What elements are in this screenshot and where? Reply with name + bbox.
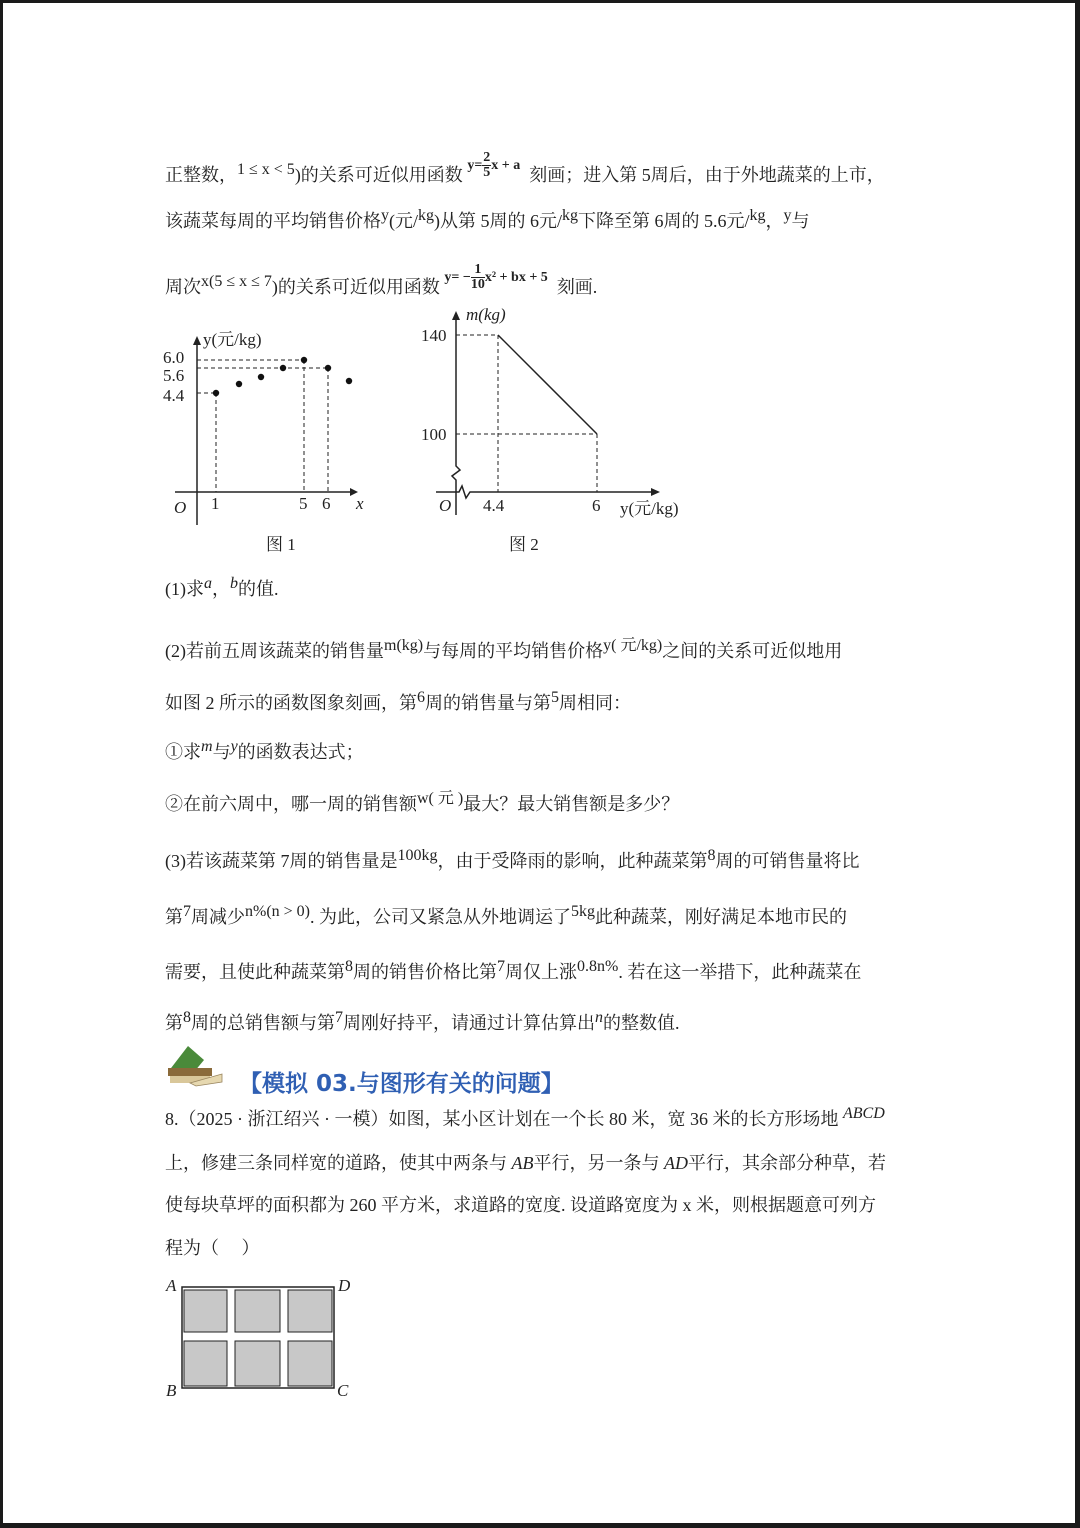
math: ABCD <box>843 1105 885 1122</box>
data-points <box>213 357 352 396</box>
question-8-line-4: 程为（ ） <box>165 1238 260 1258</box>
math: kg <box>562 207 578 224</box>
point-week-2 <box>236 381 242 387</box>
books-icon <box>168 1046 222 1086</box>
text: 与 <box>212 742 231 762</box>
text: 需要，且使此种蔬菜第 <box>165 962 345 982</box>
text: 周的销售价格比第 <box>353 962 497 982</box>
text: 下降至第 6周的 5.6元/ <box>578 211 750 231</box>
vertex-label-c: C <box>337 1381 349 1400</box>
text: 周仅上涨 <box>505 962 577 982</box>
condition-math: 1 ≤ x < 5 <box>237 161 295 178</box>
numerator: 2 <box>483 150 491 166</box>
vertex-label-b: B <box>166 1381 177 1400</box>
text: )从第 5周的 6元/ <box>434 211 562 231</box>
text: ， <box>765 211 784 231</box>
question-2-sub-2 <box>165 792 679 818</box>
text: 刻画. <box>556 277 598 297</box>
math: AD <box>664 1153 688 1173</box>
y-axis <box>452 316 460 515</box>
text: 此种蔬菜，刚好满足本地市民的 <box>595 907 848 927</box>
point-week-3 <box>258 374 264 380</box>
origin-label: O <box>174 498 187 517</box>
question-8-line-3: 使每块草坪的面积都为 260 平方米，求道路的宽度. 设道路宽度为 x 米，则根据题意可列方 <box>165 1195 876 1215</box>
text: 周的总销售额与第 <box>191 1013 335 1033</box>
x-tick: 1 <box>211 494 220 513</box>
y-tick: 140 <box>421 326 447 345</box>
text: )的关系可近似用函数 <box>271 277 440 297</box>
math: 5kg <box>571 903 596 920</box>
math: y <box>381 207 389 224</box>
x-axis-arrow-icon <box>651 488 660 496</box>
point-week-5 <box>301 357 307 363</box>
text: (2)若前五周该蔬菜的销售量 <box>165 641 384 661</box>
text: 周刚好持平，请通过计算估算出 <box>343 1013 595 1033</box>
denominator: 5 <box>483 165 491 181</box>
text: . 为此，公司又紧急从外地调运了 <box>310 907 572 927</box>
point-week-1 <box>213 390 219 396</box>
text: 的函数表达式； <box>237 742 364 762</box>
math: n <box>595 1009 603 1026</box>
text: 与每周的平均销售价格 <box>423 641 604 661</box>
text: 周相同： <box>559 693 631 713</box>
math: 8 <box>183 1009 191 1026</box>
y-tick: 6.0 <box>163 348 185 367</box>
figures <box>3 3 1075 1523</box>
math: 6 <box>417 689 425 706</box>
origin-label: O <box>439 496 452 515</box>
x-tick: 4.4 <box>483 496 505 515</box>
text: 的整数值. <box>603 1013 680 1033</box>
math: y <box>230 738 238 755</box>
point-week-6 <box>325 365 331 371</box>
text: (3)若该蔬菜第 7周的销售量是 <box>165 851 398 871</box>
text: 如图 2 所示的函数图象刻画，第 <box>165 693 417 713</box>
question-2-sub-1 <box>165 740 364 766</box>
text: 周次 <box>165 277 201 297</box>
text: 周的销售量与第 <box>425 693 551 713</box>
math: b <box>230 575 238 592</box>
vertex-label-a: A <box>166 1276 177 1295</box>
text: 的值. <box>238 579 279 599</box>
math: kg <box>749 207 766 224</box>
y-axis-label: m(kg) <box>466 305 506 324</box>
text: (元/ <box>389 211 418 231</box>
x-axis-label: x <box>356 494 364 513</box>
point-week-4 <box>280 365 286 371</box>
math: kg <box>418 207 434 224</box>
y-axis-label: y(元/kg) <box>203 330 262 349</box>
math: AB <box>511 1153 534 1173</box>
x-tick: 5 <box>299 494 308 513</box>
x-tick: 6 <box>592 496 601 515</box>
text: 之间的关系可近似地用 <box>662 641 843 661</box>
math: 0.8n% <box>577 958 619 975</box>
text: 与 <box>791 211 810 231</box>
text: 第 <box>165 1013 183 1033</box>
text: ①求 <box>165 742 201 762</box>
figure-2 <box>421 305 679 554</box>
text: 平行，另一条与 <box>533 1153 664 1173</box>
document-page <box>3 3 1075 1523</box>
text: (1)求 <box>165 579 204 599</box>
math: 7 <box>183 903 191 920</box>
text: 周的可销售量将比 <box>715 851 860 871</box>
point-week-7 <box>346 378 352 384</box>
function-line <box>498 335 597 434</box>
text: 平行，其余部分种草，若 <box>688 1153 886 1173</box>
math: m <box>201 738 213 755</box>
text: ②在前六周中，哪一周的销售额 <box>165 794 417 814</box>
math: m(kg) <box>384 637 424 654</box>
question-3-line-2 <box>165 905 847 931</box>
math: w( 元 ) <box>417 790 464 807</box>
math: 8 <box>345 958 353 975</box>
y-axis-arrow-icon <box>193 336 201 345</box>
figure-1 <box>163 330 364 554</box>
question-3-line-3 <box>165 960 861 986</box>
condition-math: (5 ≤ x ≤ 7 <box>209 273 272 290</box>
figure-caption: 图 2 <box>509 535 539 554</box>
question-3-line-1 <box>165 849 860 875</box>
math: y( 元/kg) <box>603 637 663 654</box>
vertex-label-d: D <box>338 1276 351 1295</box>
text: )的关系可近似用函数 <box>294 165 463 185</box>
y-tick: 100 <box>421 425 447 444</box>
y-tick: 4.4 <box>163 386 185 405</box>
question-3-line-4 <box>165 1011 680 1037</box>
math: x² + bx + 5 <box>484 270 548 285</box>
math: 7 <box>497 958 505 975</box>
math: x <box>201 273 209 290</box>
math: a <box>204 575 212 592</box>
y-axis-arrow-icon <box>452 311 460 320</box>
section-heading: 【模拟 03.与图形有关的问题】 <box>239 1071 564 1097</box>
text: 刻画；进入第 5周后，由于外地蔬菜的上市， <box>529 165 885 185</box>
text: ，由于受降雨的影响，此种蔬菜第 <box>437 851 708 871</box>
numerator: 1 <box>471 263 485 278</box>
denominator: 10 <box>470 277 485 293</box>
x-tick: 6 <box>322 494 331 513</box>
text: 8.（2025 · 浙江绍兴 · 一模）如图，某小区计划在一个长 80 米，宽 36 米的长方形场地 <box>165 1109 843 1129</box>
question-2-line-1 <box>165 639 842 665</box>
text: . 若在这一举措下，此种蔬菜在 <box>618 962 862 982</box>
x-axis-label: y(元/kg) <box>620 499 679 518</box>
rectangle-field-figure <box>165 1276 351 1400</box>
math: y= <box>467 158 483 173</box>
text: 第 <box>165 907 183 927</box>
y-tick: 5.6 <box>163 366 185 385</box>
text: 周减少 <box>191 907 245 927</box>
text: ， <box>212 579 230 599</box>
question-8-line-2 <box>165 1151 886 1175</box>
text: 该蔬菜每周的平均销售价格 <box>165 211 381 231</box>
text: 上，修建三条同样宽的道路，使其中两条与 <box>165 1153 512 1173</box>
math: x + a <box>491 158 521 173</box>
text: 正整数， <box>165 165 237 185</box>
math: y= − <box>444 270 471 285</box>
question-2-line-2 <box>165 691 631 717</box>
math: 8 <box>707 847 716 864</box>
question-1 <box>165 577 279 603</box>
text: 最大？最大销售额是多少？ <box>463 794 680 814</box>
figure-caption: 图 1 <box>266 535 296 554</box>
math: 100kg <box>397 847 438 864</box>
math: y <box>783 207 792 224</box>
question-8-line-1 <box>165 1107 885 1133</box>
math: 7 <box>335 1009 343 1026</box>
math: 5 <box>551 689 559 706</box>
math: n%(n > 0) <box>245 903 311 920</box>
